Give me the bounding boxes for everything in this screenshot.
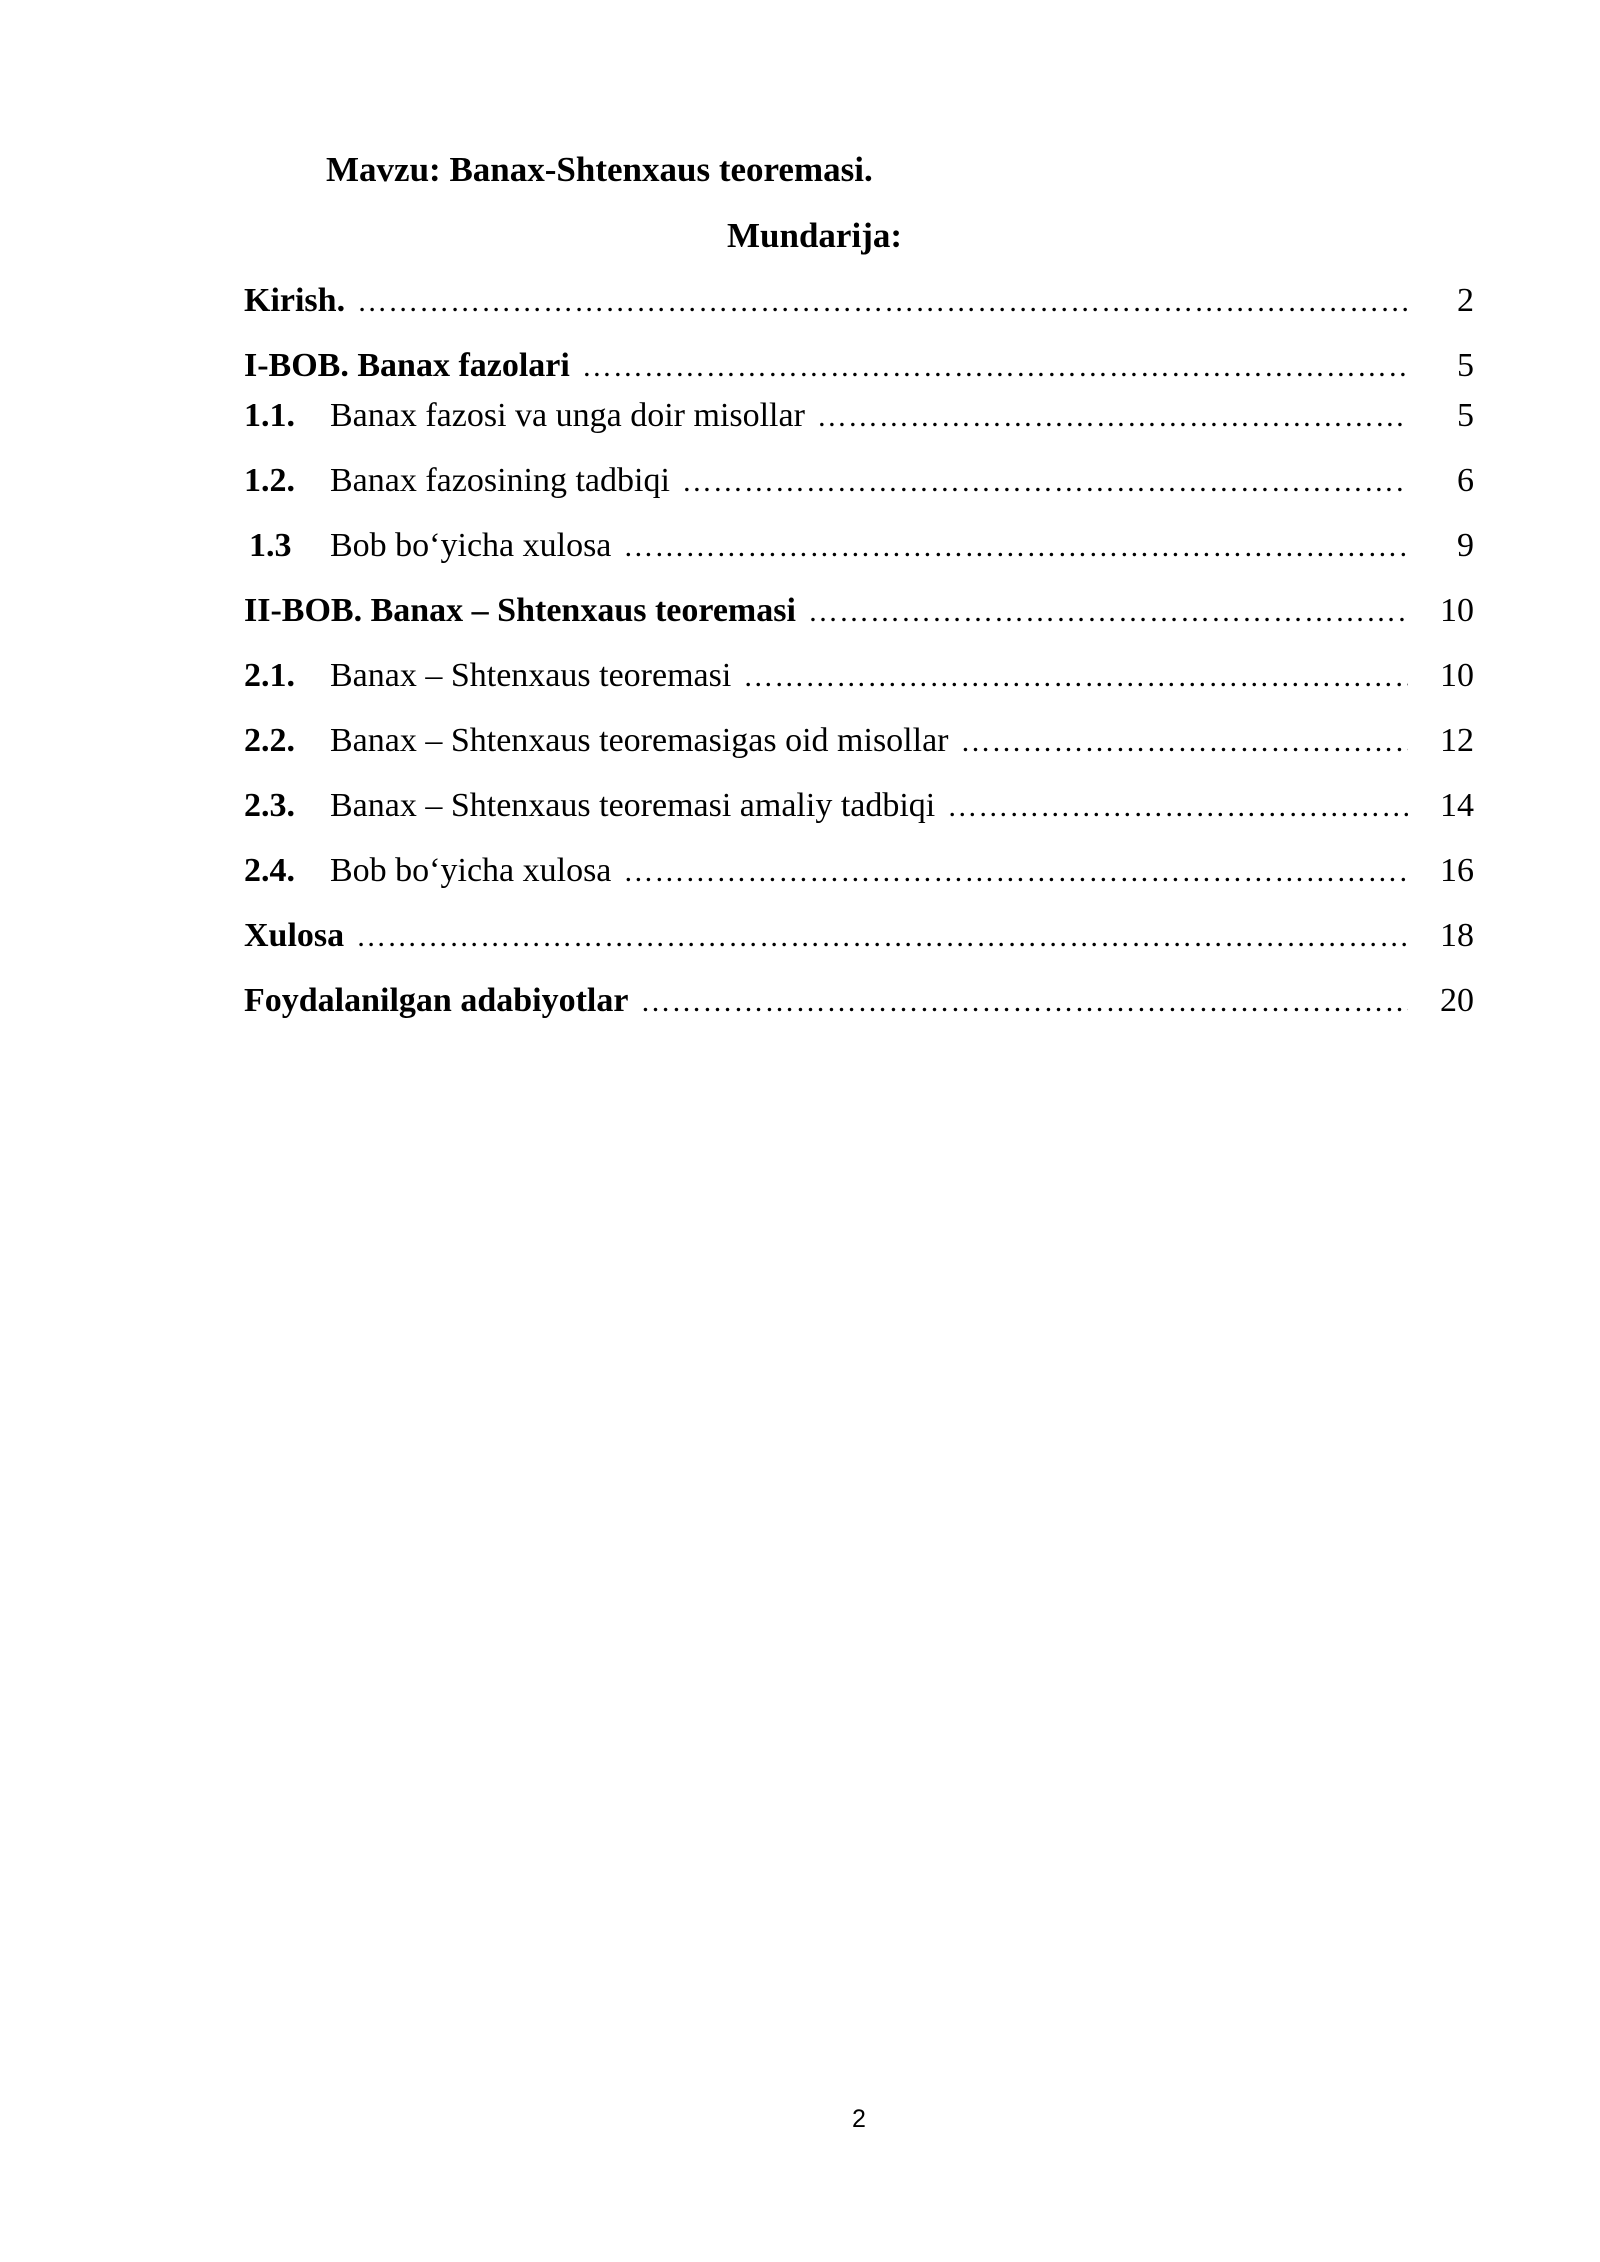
toc-entry-2-3 — [244, 787, 1474, 835]
toc-entry-label: Kirish. — [244, 282, 346, 319]
toc-entry-chapter-2 — [244, 592, 1474, 640]
toc-entry-number: 1.1. — [244, 397, 295, 434]
toc-entry-references — [244, 982, 1474, 1030]
toc-entry-page: 9 — [1457, 527, 1474, 564]
toc-entry-introduction — [244, 282, 1474, 330]
toc-entry-page: 5 — [1457, 397, 1474, 434]
toc-entry-page: 16 — [1440, 852, 1474, 889]
toc-entry-number: 1.3 — [249, 527, 292, 564]
toc-entry-page: 12 — [1440, 722, 1474, 759]
toc-leader-dots — [808, 595, 1408, 629]
toc-entry-page: 2 — [1457, 282, 1474, 319]
toc-leader-dots — [582, 350, 1408, 384]
toc-entry-page: 5 — [1457, 347, 1474, 384]
toc-entry-page: 6 — [1457, 462, 1474, 499]
toc-entry-conclusion — [244, 917, 1474, 965]
toc-entry-2-4 — [244, 852, 1474, 900]
toc-entry-page: 10 — [1440, 592, 1474, 629]
contents-title: Mundarija: — [727, 216, 902, 255]
toc-entry-2-2 — [244, 722, 1474, 770]
toc-entry-label: Banax fazosi va unga doir misollar — [330, 397, 805, 434]
toc-entry-1-3 — [244, 527, 1474, 575]
toc-entry-label: Bob bo‘yicha xulosa — [330, 527, 612, 564]
document-topic: Mavzu: Banax-Shtenxaus teoremasi. — [326, 150, 873, 189]
toc-entry-label: I-BOB. Banax fazolari — [244, 347, 570, 384]
toc-entry-number: 1.2. — [244, 462, 295, 499]
toc-leader-dots — [356, 920, 1408, 954]
toc-entry-number: 2.3. — [244, 787, 295, 824]
toc-leader-dots — [623, 530, 1408, 564]
toc-entry-label: Banax fazosining tadbiqi — [330, 462, 670, 499]
toc-entry-page: 14 — [1440, 787, 1474, 824]
toc-entry-label: II-BOB. Banax – Shtenxaus teoremasi — [244, 592, 796, 629]
toc-entry-number: 2.2. — [244, 722, 295, 759]
toc-leader-dots — [623, 855, 1408, 889]
toc-entry-number: 2.1. — [244, 657, 295, 694]
toc-leader-dots — [743, 660, 1408, 694]
toc-entry-label: Foydalanilgan adabiyotlar — [244, 982, 629, 1019]
toc-entry-page: 20 — [1440, 982, 1474, 1019]
toc-entry-label: Bob bo‘yicha xulosa — [330, 852, 612, 889]
toc-entry-label: Xulosa — [244, 917, 345, 954]
toc-entry-page: 10 — [1440, 657, 1474, 694]
toc-leader-dots — [640, 985, 1408, 1019]
toc-entry-page: 18 — [1440, 917, 1474, 954]
toc-leader-dots — [682, 465, 1408, 499]
toc-entry-number: 2.4. — [244, 852, 295, 889]
toc-leader-dots — [961, 725, 1409, 759]
toc-entry-1-1 — [244, 397, 1474, 445]
toc-leader-dots — [817, 400, 1408, 434]
toc-entry-chapter-1 — [244, 347, 1474, 395]
toc-entry-2-1 — [244, 657, 1474, 705]
page-number: 2 — [852, 2105, 866, 2133]
toc-entry-1-2 — [244, 462, 1474, 510]
toc-entry-label: Banax – Shtenxaus teoremasi — [330, 657, 732, 694]
toc-leader-dots — [947, 790, 1408, 824]
toc-leader-dots — [357, 285, 1408, 319]
toc-entry-label: Banax – Shtenxaus teoremasigas oid misollar — [330, 722, 949, 759]
toc-entry-label: Banax – Shtenxaus teoremasi amaliy tadbiqi — [330, 787, 936, 824]
